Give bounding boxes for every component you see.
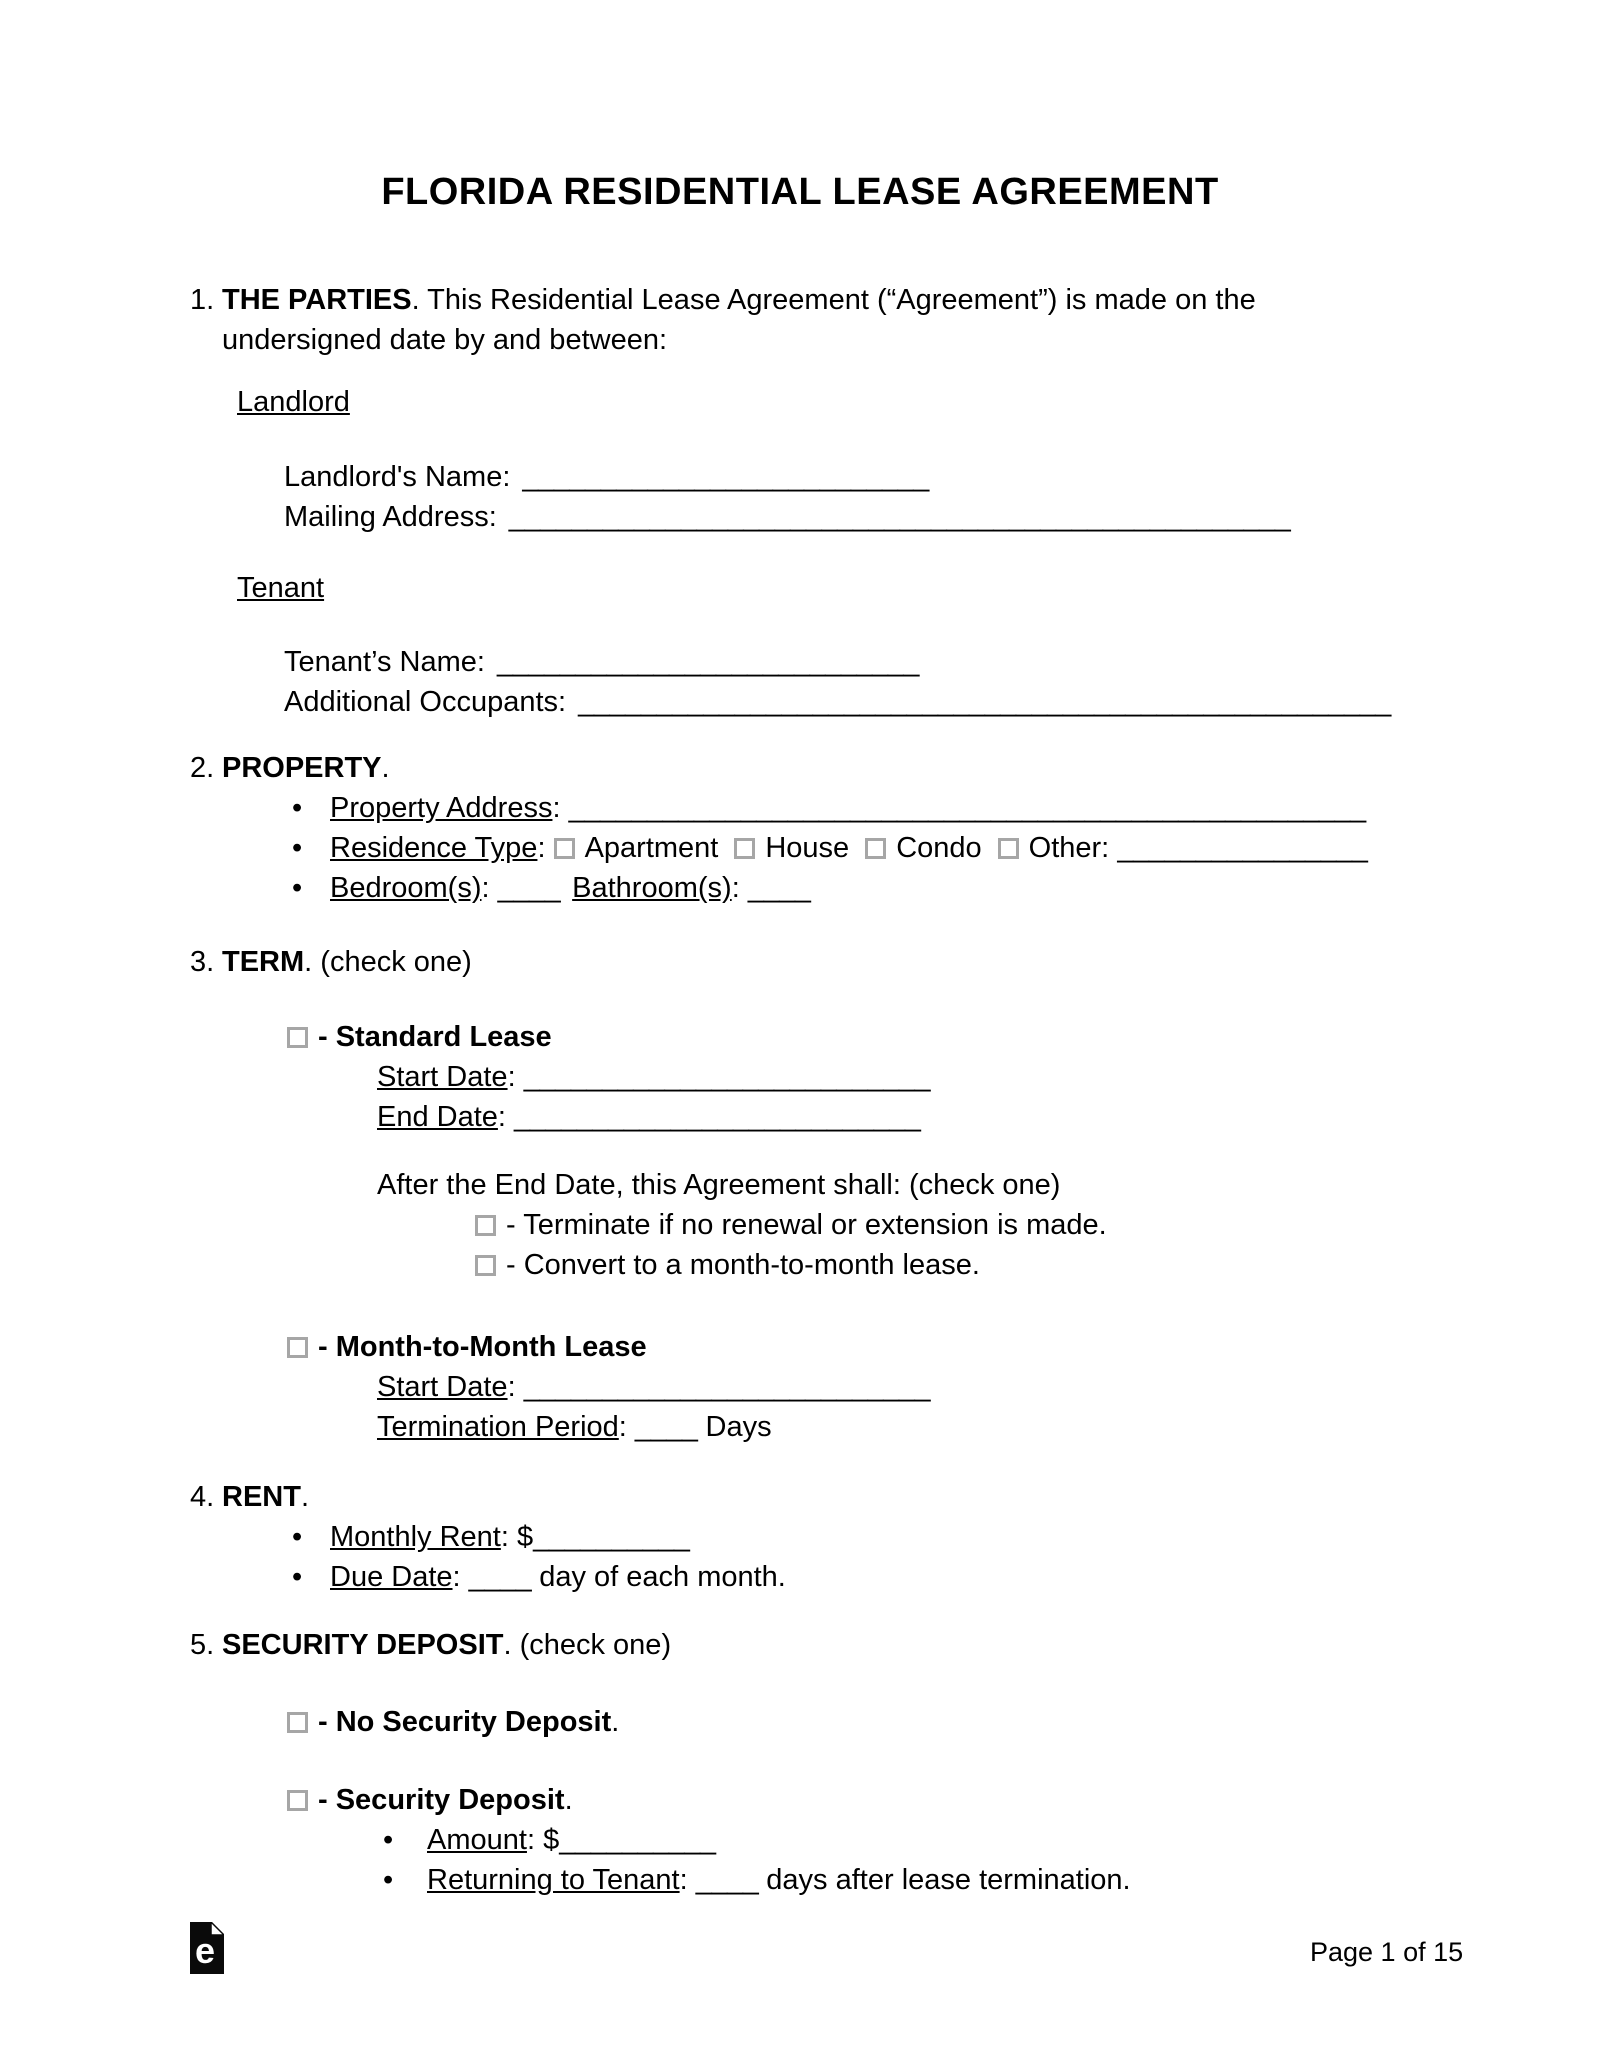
month-start-date-label: Start Date: [377, 1371, 508, 1403]
checkbox-month-to-month[interactable]: [287, 1337, 308, 1358]
standard-lease-row: [0, 1017, 1600, 1057]
tenant-heading: Tenant: [237, 572, 325, 604]
section-property: [0, 748, 1600, 788]
checkbox-convert[interactable]: [475, 1255, 496, 1276]
tenant-heading-row: [0, 568, 1600, 608]
termination-period-blank[interactable]: ____: [634, 1411, 698, 1443]
month-start-date-row: [0, 1367, 1600, 1407]
separator: : $: [500, 1521, 534, 1553]
no-security-deposit-suffix: .: [611, 1706, 620, 1738]
separator: : $: [526, 1824, 560, 1856]
termination-period-label: Termination Period: [377, 1411, 619, 1443]
other-blank[interactable]: ________________: [1117, 832, 1368, 864]
landlord-address-label: Mailing Address:: [284, 501, 497, 533]
security-deposit-suffix: .: [564, 1784, 573, 1816]
section-number: 2.: [190, 752, 215, 784]
landlord-address-blank[interactable]: __________________________________________________: [508, 501, 1291, 533]
checkbox-house[interactable]: [734, 838, 755, 859]
section-heading-suffix: . (check one): [503, 1629, 672, 1661]
tenant-occupants-row: [0, 682, 1600, 722]
standard-lease-label: - Standard Lease: [318, 1021, 552, 1053]
month-to-month-row: [0, 1327, 1600, 1367]
deposit-amount-label: Amount: [427, 1824, 527, 1856]
deposit-amount-blank[interactable]: __________: [559, 1824, 716, 1856]
bedrooms-row: [0, 868, 1600, 908]
document-icon: [190, 1922, 224, 1974]
returning-to-tenant-blank[interactable]: ____: [695, 1864, 759, 1896]
due-date-label: Due Date: [330, 1561, 453, 1593]
checkbox-condo[interactable]: [865, 838, 886, 859]
separator: :: [507, 1061, 524, 1093]
section-intro-text-line2: undersigned date by and between:: [222, 324, 668, 356]
standard-start-date-row: [0, 1057, 1600, 1097]
landlord-fields: [0, 457, 1600, 537]
terminate-option-label: - Terminate if no renewal or extension is made.: [506, 1209, 1107, 1241]
section-heading: RENT: [222, 1481, 301, 1513]
checkbox-apartment[interactable]: [554, 838, 575, 859]
separator: :: [552, 792, 569, 824]
tenant-name-blank[interactable]: ___________________________: [496, 646, 919, 678]
termination-period-row: [0, 1407, 1600, 1447]
bullet-icon: •: [383, 1864, 394, 1896]
landlord-heading-row: [0, 382, 1600, 422]
checkbox-no-security-deposit[interactable]: [287, 1712, 308, 1733]
landlord-name-label: Landlord's Name:: [284, 461, 511, 493]
bullet-icon: •: [383, 1824, 394, 1856]
checkbox-security-deposit[interactable]: [287, 1790, 308, 1811]
section-rent: [0, 1477, 1600, 1517]
security-deposit-label: - Security Deposit: [318, 1784, 565, 1816]
section-heading: THE PARTIES: [222, 284, 412, 316]
landlord-address-row: [0, 497, 1600, 537]
section-deposit-heading: [222, 1625, 1450, 1665]
separator: :: [679, 1864, 696, 1896]
separator: :: [731, 872, 748, 904]
termination-period-suffix: Days: [697, 1411, 772, 1443]
tenant-name-row: [0, 642, 1600, 682]
page-number: Page 1 of 15: [1310, 1937, 1464, 1967]
occupants-blank[interactable]: ____________________________________________________: [578, 686, 1391, 718]
convert-option-label: - Convert to a month-to-month lease.: [506, 1249, 980, 1281]
occupants-label: Additional Occupants:: [284, 686, 567, 718]
option-apartment-label: Apartment: [584, 832, 719, 864]
deposit-amount-row: [0, 1820, 1600, 1860]
section-term-heading: [222, 942, 1450, 982]
option-condo-label: Condo: [896, 832, 982, 864]
bedroom-label: Bedroom(s): [330, 872, 482, 904]
landlord-name-blank[interactable]: __________________________: [522, 461, 929, 493]
eforms-logo: [190, 1922, 224, 1985]
residence-type-row: [0, 828, 1600, 868]
section-property-heading: [222, 748, 1450, 788]
month-start-date-blank[interactable]: __________________________: [523, 1371, 931, 1403]
returning-to-tenant-label: Returning to Tenant: [427, 1864, 680, 1896]
section-number: 3.: [190, 946, 215, 978]
page-title: FLORIDA RESIDENTIAL LEASE AGREEMENT: [381, 171, 1219, 213]
section-heading-suffix: .: [381, 752, 390, 784]
tenant-fields: [0, 642, 1600, 722]
separator: :: [481, 872, 498, 904]
due-date-row: [0, 1557, 1600, 1597]
bullet-icon: •: [292, 792, 303, 824]
end-date-label: End Date: [377, 1101, 498, 1133]
residence-type-label: Residence Type: [330, 832, 538, 864]
month-to-month-label: - Month-to-Month Lease: [318, 1331, 647, 1363]
section-rent-heading: [222, 1477, 1450, 1517]
section-number: 1.: [190, 284, 215, 316]
standard-end-date-row: [0, 1097, 1600, 1137]
no-security-deposit-row: [0, 1702, 1600, 1742]
checkbox-terminate[interactable]: [475, 1215, 496, 1236]
tenant-name-label: Tenant’s Name:: [284, 646, 485, 678]
option-house-label: House: [765, 832, 850, 864]
bullet-icon: •: [292, 1561, 303, 1593]
bullet-icon: •: [292, 1521, 303, 1553]
returning-to-tenant-row: [0, 1860, 1600, 1900]
bullet-icon: •: [292, 872, 303, 904]
checkbox-standard-lease[interactable]: [287, 1027, 308, 1048]
property-address-label: Property Address: [330, 792, 553, 824]
section-heading: TERM: [222, 946, 305, 978]
monthly-rent-row: [0, 1517, 1600, 1557]
separator: :: [497, 1101, 515, 1133]
security-deposit-row: [0, 1780, 1600, 1820]
checkbox-other[interactable]: [998, 838, 1019, 859]
landlord-heading: Landlord: [237, 386, 350, 418]
no-security-deposit-label: - No Security Deposit: [318, 1706, 612, 1738]
section-parties-intro: [222, 280, 1450, 360]
end-date-blank[interactable]: __________________________: [514, 1101, 921, 1133]
bathroom-label: Bathroom(s): [572, 872, 732, 904]
bullet-icon: •: [292, 832, 303, 864]
monthly-rent-label: Monthly Rent: [330, 1521, 501, 1553]
separator: :: [507, 1371, 524, 1403]
separator: :: [452, 1561, 469, 1593]
section-heading-suffix: . (check one): [304, 946, 472, 978]
landlord-name-row: [0, 457, 1600, 497]
separator: :: [537, 832, 554, 864]
due-date-blank[interactable]: ____: [468, 1561, 532, 1593]
due-date-suffix: day of each month.: [531, 1561, 786, 1593]
section-term: [0, 942, 1600, 982]
logo-letter: e: [194, 1930, 216, 1971]
section-heading: SECURITY DEPOSIT: [222, 1629, 504, 1661]
convert-option-row: [0, 1245, 1600, 1285]
monthly-rent-blank[interactable]: __________: [533, 1521, 690, 1553]
bathroom-blank[interactable]: ____: [747, 872, 811, 904]
terminate-option-row: [0, 1205, 1600, 1245]
property-address-blank[interactable]: ___________________________________________________: [568, 792, 1366, 824]
start-date-blank[interactable]: __________________________: [523, 1061, 931, 1093]
start-date-label: Start Date: [377, 1061, 508, 1093]
property-address-row: [0, 788, 1600, 828]
after-end-date-row: [0, 1165, 1600, 1205]
separator: :: [618, 1411, 635, 1443]
section-heading: PROPERTY: [222, 752, 382, 784]
after-end-date-text: After the End Date, this Agreement shall: (check one): [377, 1169, 1061, 1201]
option-other-label: Other:: [1028, 832, 1110, 864]
section-parties: [0, 280, 1600, 360]
section-intro-text: . This Residential Lease Agreement (“Agreement”) is made on the: [411, 284, 1256, 316]
section-number: 4.: [190, 1481, 215, 1513]
section-number: 5.: [190, 1629, 215, 1661]
returning-to-tenant-suffix: days after lease termination.: [758, 1864, 1131, 1896]
section-deposit: [0, 1625, 1600, 1665]
bedroom-blank[interactable]: ____: [497, 872, 561, 904]
section-heading-suffix: .: [300, 1481, 310, 1513]
